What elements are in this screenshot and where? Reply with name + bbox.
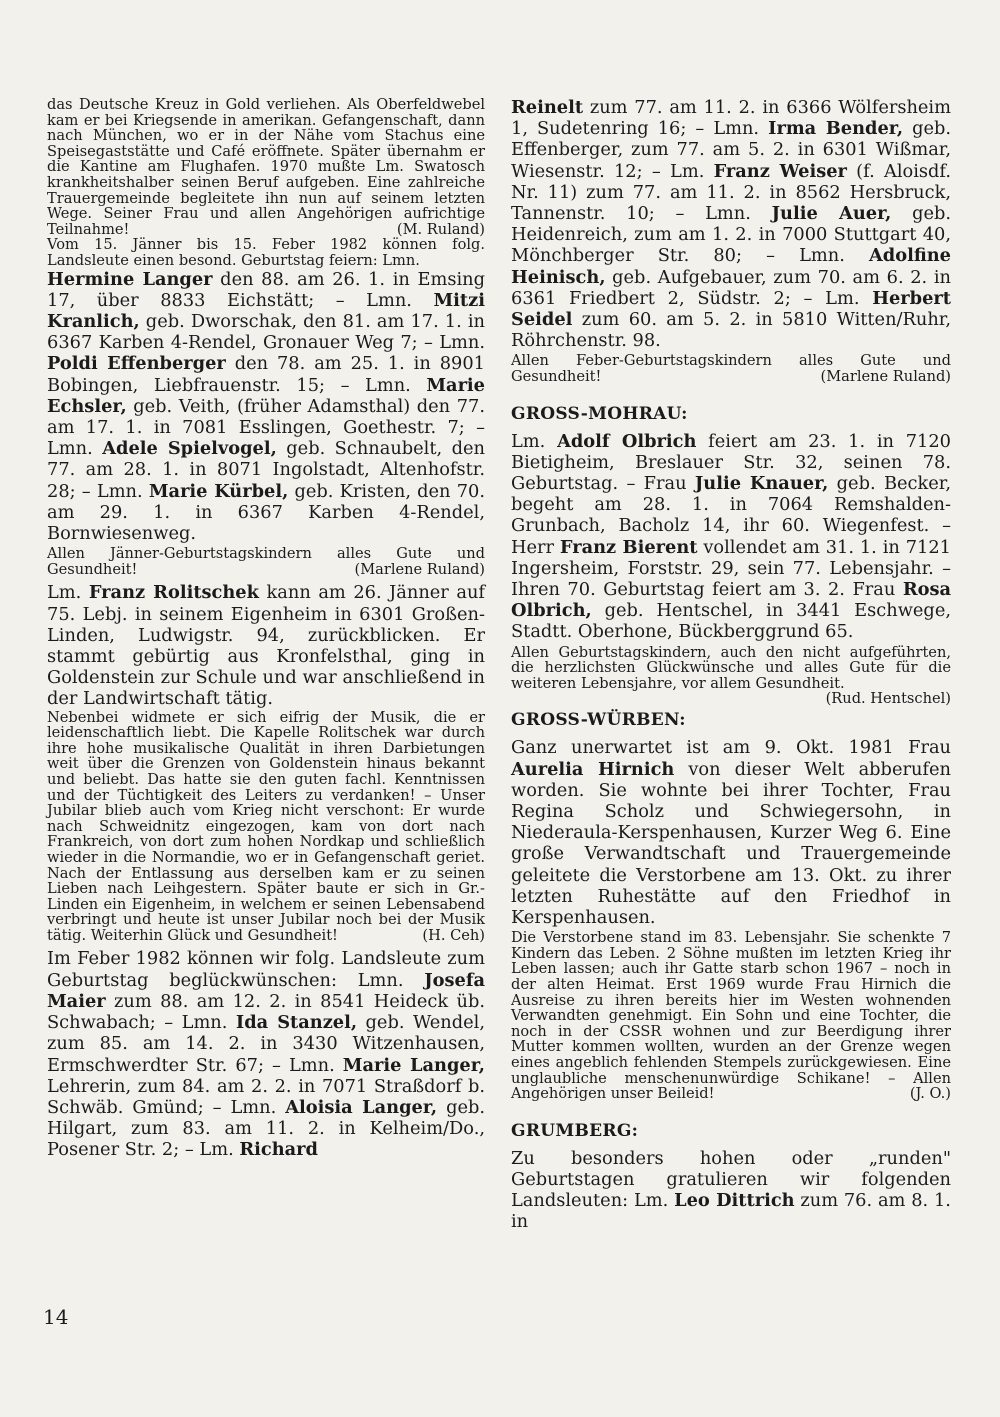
paragraph-text: geb. Dworschak, den 81. am 17. 1. in 6367 Karben 4-Rendel, Gronauer Weg 7; – Lmn. bbox=[47, 310, 485, 354]
paragraph-text: von dieser Welt abberufen worden. Sie wohnte bei ihrer Tochter, Frau Regina Scholz und Schwiegersohn, in Niederaula-Kerspenhausen, Kurzer Weg 6. Eine große Verwandtschaft und Trauergemeinde geleitete die Verstorbene am 13. Okt. zu ihrer letzten Ruhestätte auf den Friedhof in Kerspenhausen. bbox=[511, 758, 951, 929]
paragraph-text: geb. Becker, begeht am 28. 1. in 7064 Remshalden-Grunbach, Bacholz 14, ihr 60. Wiegenfest. – Herr bbox=[511, 473, 951, 558]
paragraph-text: (f. Aloisdf. Nr. 11) zum 77. am 11. 2. in 8562 Hersbruck, Tannenstr. 10; – Lmn. bbox=[511, 160, 951, 225]
person-name: Franz Weiser bbox=[713, 160, 847, 182]
person-name: Leo Dittrich bbox=[674, 1190, 795, 1212]
paragraph-text: Allen Feber-Geburtstagskindern alles Gute und Gesundheit! bbox=[511, 352, 951, 386]
obituary-swatosch bbox=[47, 97, 485, 237]
paragraph-text: geb. Effenberger, zum 77. am 5. 2. in 6301 Wißmar, Wiesenstr. 12; – Lm. bbox=[511, 118, 952, 182]
person-name: Adele Spielvogel, bbox=[102, 438, 277, 460]
january-wishes bbox=[47, 546, 485, 577]
person-name: Josefa Maier bbox=[47, 969, 485, 1012]
rolitschek-intro bbox=[47, 582, 485, 709]
paragraph-text: geb. Hilgart, zum 83. am 11. 2. in Kelheim/Do., Posener Str. 2; – Lm. bbox=[47, 1096, 486, 1161]
rolitschek-story bbox=[47, 710, 485, 944]
right-column bbox=[511, 97, 951, 1233]
paragraph-text: geb. Schnaubelt, den 77. am 28. 1. in 8071 Ingolstadt, Altenhofstr. 28; – Lmn. bbox=[47, 438, 485, 502]
person-name: Julie Knauer, bbox=[694, 473, 829, 495]
signature: (Rud. Hentschel) bbox=[825, 690, 951, 708]
person-name: Marie Langer, bbox=[342, 1054, 485, 1076]
paragraph-text: zum 76. am 8. 1. in bbox=[511, 1190, 951, 1233]
paragraph-text: Allen Geburtstagskindern, auch den nicht aufgeführten, die herzlichsten Glückwünsche und alles Gute für die weiteren Lebensjahre, vor allem Gesundheit. bbox=[511, 643, 951, 692]
paragraph-text: den 88. am 26. 1. in Emsing 17, über 8833 Eichstätt; – Lmn. bbox=[47, 268, 485, 311]
person-name: Adolf Olbrich bbox=[557, 430, 697, 452]
paragraph-text: vollendet am 31. 1. in 7121 Ingersheim, Forststr. 29, sein 77. Lebensjahr. – Ihren 70. Geburtstag feiert am 3. 2. Frau bbox=[511, 536, 951, 601]
paragraph-text: das Deutsche Kreuz in Gold verliehen. Als Oberfeldwebel kam er bei Kriegsende in amerikan. Gefangenschaft, dann nach München, wo er in der Nähe vom Stachus eine Speisegaststätte und Café eröffnete. Später übernahm er die Kantine am Flughafen. 1970 mußte Lm. Swatosch krankheitshalber seinen Beruf aufgeben. Eine zahlreiche Trauergemeinde begleitete ihn nun auf seinem letzten Wege. Seiner Frau und allen Angehörigen aufrichtige Teilnahme! bbox=[47, 96, 485, 238]
person-name: Poldi Effenberger bbox=[47, 353, 226, 375]
gross-wuerben-story bbox=[511, 930, 951, 1102]
paragraph-text: Lm. bbox=[511, 430, 558, 452]
paragraph-text: geb. Veith, (früher Adamsthal) den 77. am 17. 1. in 7081 Esslingen, Goethestr. 7; – Lmn. bbox=[47, 395, 485, 460]
birthday-list-february bbox=[47, 948, 485, 1160]
person-name: Rosa Olbrich, bbox=[511, 579, 951, 622]
person-name: Aloisia Langer, bbox=[285, 1096, 438, 1118]
paragraph-text: feiert am 23. 1. in 7120 Bietigheim, Breslauer Str. 32, seinen 78. Geburtstag. – Frau bbox=[511, 430, 951, 495]
person-name: Reinelt bbox=[511, 97, 584, 118]
person-name: Richard bbox=[239, 1139, 318, 1161]
paragraph-text: Im Feber 1982 können wir folg. Landsleute zum Geburtstag beglückwünschen: Lmn. bbox=[47, 948, 485, 991]
person-name: Irma Bender, bbox=[768, 118, 904, 140]
person-name: Julie Auer, bbox=[771, 203, 892, 225]
birthday-list-january bbox=[47, 269, 485, 545]
gross-mohrau-birthdays bbox=[511, 431, 951, 643]
signature: (H. Ceh) bbox=[422, 926, 485, 944]
paragraph-text: Ganz unerwartet ist am 9. Okt. 1981 Frau bbox=[511, 737, 951, 759]
section-heading-gross-wuerben: GROSS-WÜRBEN: bbox=[511, 710, 686, 731]
signature: (J. O.) bbox=[909, 1085, 951, 1103]
paragraph-text: kann am 26. Jänner auf 75. Lebj. in seinem Eigenheim in 6301 Großen-Linden, Ludwigstr. 94, zurückblicken. Er stammt gebürtig aus Kronfelsthal, ging in Goldenstein zur Schule und war anschließend in der Landwirtschaft tätig. bbox=[47, 582, 485, 710]
paragraph-text: Lehrerin, zum 84. am 2. 2. in 7071 Straßdorf b. Schwäb. Gmünd; – Lmn. bbox=[47, 1075, 485, 1118]
birthday-list-february-cont bbox=[511, 97, 951, 351]
paragraph-text: geb. Heidenreich, zum am 1. 2. in 7000 Stuttgart 40, Mönchberger Str. 80; – Lmn. bbox=[511, 203, 952, 267]
paragraph-text: den 78. am 25. 1. in 8901 Bobingen, Liebfrauenstr. 15; – Lmn. bbox=[47, 353, 485, 396]
signature: (Marlene Ruland) bbox=[820, 368, 951, 386]
paragraph-text: zum 77. am 11. 2. in 6366 Wölfersheim 1, Sudetenring 16; – Lmn. bbox=[511, 97, 951, 140]
left-column bbox=[47, 97, 485, 1161]
paragraph-text: Nebenbei widmete er sich eifrig der Musik, die er leidenschaftlich liebt. Die Kapelle Rolitschek war durch ihre hohe musikalische Qualität in ihren Darbietungen weit über die Grenzen von Goldenstein hinaus bekannt und beliebt. Das hatte sie den guten fachl. Kenntnissen und der Tüchtigkeit des Leiters zu verdanken! – Unser Jubilar blieb auch vom Krieg nicht verschont: Er wurde nach Schweidnitz eingezogen, kam von dort nach Frankreich, von dort zum hohen Nordkap und schließlich wieder in die Normandie, wo er in Gefangenschaft geriet. Nach der Entlassung aus derselben kam er zu seinen Lieben nach Leihgestern. Später baute er sich in Gr.-Linden ein Eigenheim, in welchem er seinen Lebensabend verbringt und heute ist unser Jubilar noch bei der Musik tätig. Weiterhin Glück und Gesundheit! bbox=[47, 708, 485, 944]
paragraph-text: zum 60. am 5. 2. in 5810 Witten/Ruhr, Röhrchenstr. 98. bbox=[511, 309, 951, 352]
person-name: Mitzi Kranlich, bbox=[47, 289, 485, 332]
paragraph-text: geb. Aufgebauer, zum 70. am 6. 2. in 6361 Friedbert 2, Südstr. 2; – Lm. bbox=[511, 266, 951, 309]
person-name: Adolfine Heinisch, bbox=[511, 245, 951, 288]
paragraph-text: geb. Hentschel, in 3441 Eschwege, Stadtt. Oberhone, Bückberggrund 65. bbox=[511, 600, 951, 643]
grumberg-birthdays bbox=[511, 1148, 951, 1233]
paragraph-text: zum 88. am 12. 2. in 8541 Heideck üb. Schwabach; – Lmn. bbox=[47, 990, 485, 1034]
section-heading-gross-mohrau: GROSS-MOHRAU: bbox=[511, 403, 688, 424]
paragraph-text: Lm. bbox=[47, 582, 89, 604]
gross-mohrau-wishes bbox=[511, 643, 951, 708]
person-name: Marie Kürbel, bbox=[148, 480, 289, 502]
person-name: Ida Stanzel, bbox=[235, 1012, 358, 1034]
section-heading-grumberg: GRUMBERG: bbox=[511, 1120, 639, 1141]
birthday-intro: Vom 15. Jänner bis 15. Feber 1982 können folg. Landsleute einen besond. Geburtstag feiern: Lmn. bbox=[47, 236, 485, 269]
february-wishes bbox=[511, 353, 951, 384]
person-name: Franz Rolitschek bbox=[88, 582, 259, 604]
page-number: 14 bbox=[43, 1305, 69, 1329]
paragraph-text: Die Verstorbene stand im 83. Lebensjahr. Sie schenkte 7 Kindern das Leben. 2 Söhne mußten im letzten Krieg ihr Leben lassen; auch ihr Gatte starb schon 1967 – noch in der alten Heimat. Erst 1969 wurde Frau Hirnich die Ausreise zu ihren bereits hier im Westen wohnenden Verwandten genehmigt. Ein Sohn und eine Tochter, die noch in der CSSR wohnen und zur Beerdigung ihrer Mutter kommen wollten, wurden an der Grenze wegen eines angeblich fehlenden Stempels zurückgewiesen. Eine unglaubliche menschenunwürdige Schikane! – Allen Angehörigen unser Beileid! bbox=[511, 929, 951, 1103]
person-name: Franz Bierent bbox=[559, 536, 698, 558]
paragraph-text: geb. Kristen, den 70. am 29. 1. in 6367 Karben 4-Rendel, Bornwiesenweg. bbox=[47, 480, 485, 544]
signature: (Marlene Ruland) bbox=[354, 560, 485, 578]
person-name: Hermine Langer bbox=[47, 268, 213, 290]
person-name: Herbert Seidel bbox=[511, 287, 951, 331]
paragraph-text: geb. Wendel, zum 85. am 14. 2. in 3430 Witzenhausen, Ermschwerdter Str. 67; – Lmn. bbox=[47, 1012, 486, 1076]
paragraph-text: Zu besonders hohen oder „runden" Geburtstagen gratulieren wir folgenden Landsleuten: Lm. bbox=[511, 1147, 951, 1212]
person-name: Marie Echsler, bbox=[47, 374, 485, 417]
person-name: Aurelia Hirnich bbox=[511, 758, 675, 780]
gross-wuerben-obituary bbox=[511, 737, 951, 928]
signature: (M. Ruland) bbox=[396, 220, 485, 238]
paragraph-text: Allen Jänner-Geburtstagskindern alles Gute und Gesundheit! bbox=[47, 545, 485, 578]
